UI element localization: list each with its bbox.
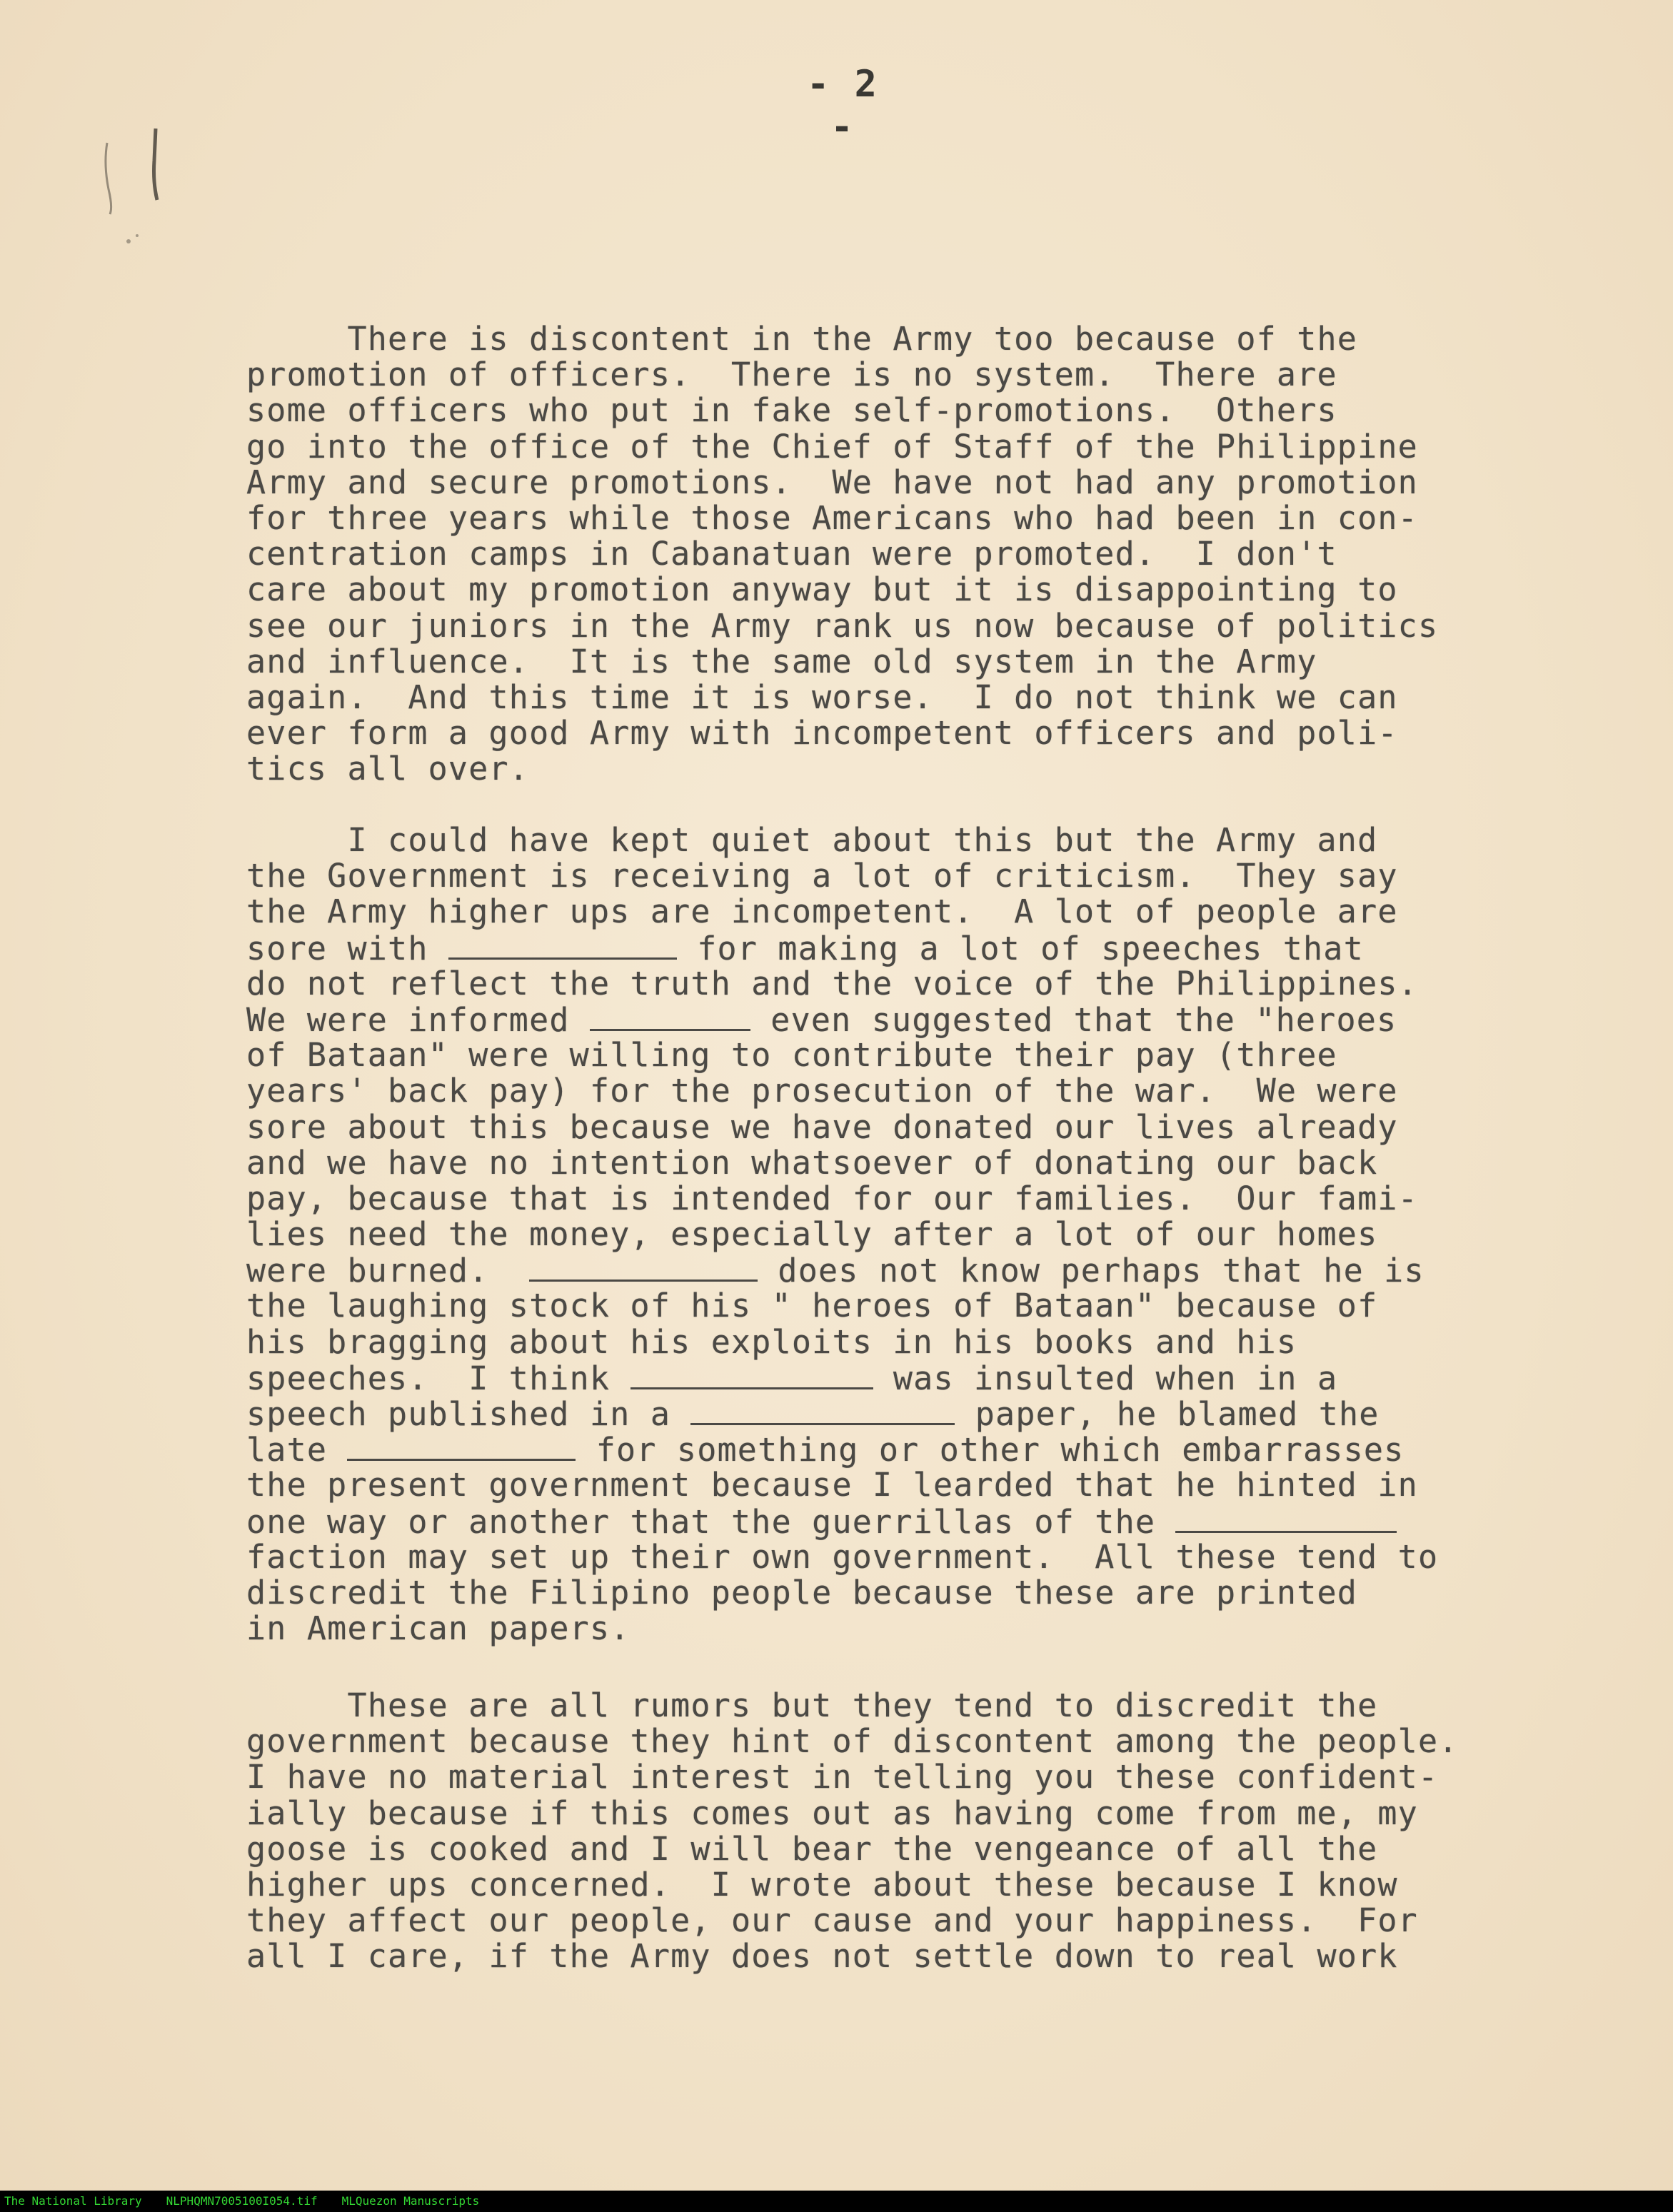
text-line: faction may set up their own government. All these tend to — [246, 1537, 1439, 1576]
text-line: discredit the Filipino people because these are printed — [246, 1573, 1358, 1612]
text-segment: even suggested that the "heroes — [770, 1000, 1397, 1039]
redaction-blank — [529, 1252, 758, 1282]
text-line-with-blank — [246, 1360, 1532, 1396]
text-line: promotion of officers. There is no system. There are — [246, 356, 1337, 394]
text-segment: speech published in a — [246, 1395, 671, 1433]
redaction-blank — [347, 1432, 576, 1461]
redaction-blank — [690, 1396, 955, 1425]
text-segment: was insulted when in a — [893, 1359, 1338, 1397]
text-segment: We were informed — [246, 1000, 570, 1039]
text-line: higher ups concerned. I wrote about these because I know — [246, 1865, 1398, 1904]
text-segment: paper, he blamed the — [975, 1395, 1380, 1433]
text-line: These are all rumors but they tend to discredit the — [246, 1686, 1378, 1724]
archive-footer-bar — [0, 2191, 1673, 2212]
text-line: in American papers. — [246, 1609, 630, 1648]
text-segment: for something or other which embarrasses — [596, 1431, 1405, 1469]
text-line: and we have no intention whatsoever of donating our back — [246, 1143, 1378, 1182]
text-segment: sore with — [246, 929, 428, 967]
text-line: all I care, if the Army does not settle down to real work — [246, 1937, 1398, 1976]
text-line: tics all over. — [246, 750, 530, 788]
text-line-with-blank — [246, 1432, 1532, 1467]
paragraph-army-promotions — [246, 321, 1532, 787]
text-segment: were burned. — [246, 1252, 489, 1290]
text-line: and influence. It is the same old system in the Army — [246, 642, 1317, 680]
text-line: pay, because that is intended for our families. Our fami- — [246, 1179, 1418, 1217]
text-line: There is discontent in the Army too because of the — [246, 320, 1358, 358]
footer-collection: MLQuezon Manuscripts — [341, 2194, 480, 2208]
redaction-blank — [590, 1002, 750, 1031]
text-line: for three years while those Americans who had been in con- — [246, 498, 1418, 537]
text-segment: for making a lot of speeches that — [697, 929, 1364, 967]
text-line: government because they hint of discontent among the people. — [246, 1722, 1459, 1761]
text-line-with-blank — [246, 1504, 1532, 1539]
text-line: Army and secure promotions. We have not had any promotion — [246, 463, 1418, 501]
binder-hole-mark — [100, 121, 164, 257]
text-line: go into the office of the Chief of Staff of the Philippine — [246, 427, 1418, 466]
text-line: some officers who put in fake self-promotions. Others — [246, 391, 1337, 430]
text-line: the laughing stock of his " heroes of Bataan" because of — [246, 1287, 1378, 1325]
footer-institution: The National Library — [4, 2194, 142, 2208]
text-line: again. And this time it is worse. I do not think we can — [246, 678, 1398, 716]
text-line: I could have kept quiet about this but the Army and — [246, 821, 1378, 859]
text-segment: speeches. I think — [246, 1359, 611, 1397]
redaction-blank — [630, 1360, 873, 1389]
text-line: see our juniors in the Army rank us now because of politics — [246, 606, 1439, 645]
paragraph-rumors — [246, 1688, 1532, 1975]
paragraph-criticism — [246, 823, 1532, 1647]
text-line: do not reflect the truth and the voice of the Philippines. — [246, 964, 1418, 1002]
text-line: lies need the money, especially after a lot of our homes — [246, 1215, 1378, 1254]
text-line: the Government is receiving a lot of criticism. They say — [246, 857, 1398, 895]
text-line: years' back pay) for the prosecution of the war. We were — [246, 1072, 1398, 1110]
text-line: the Army higher ups are incompetent. A lot of people are — [246, 893, 1398, 931]
text-line: ever form a good Army with incompetent officers and poli- — [246, 714, 1398, 753]
redaction-blank — [1175, 1504, 1397, 1533]
text-line: they affect our people, our cause and your happiness. For — [246, 1901, 1418, 1940]
text-line: centration camps in Cabanatuan were promoted. I don't — [246, 535, 1337, 573]
text-line: his bragging about his exploits in his books and his — [246, 1322, 1297, 1361]
footer-file-name: NLPHQMN7005100I054.tif — [166, 2194, 318, 2208]
text-segment: one way or another that the guerrillas of the — [246, 1502, 1156, 1541]
text-segment: does not know perhaps that he is — [778, 1252, 1425, 1290]
text-line: care about my promotion anyway but it is disappointing to — [246, 570, 1398, 609]
text-segment: late — [246, 1431, 328, 1469]
text-line-with-blank — [246, 1396, 1532, 1432]
text-line: the present government because I learded that he hinted in — [246, 1466, 1418, 1504]
text-line-with-blank — [246, 930, 1532, 966]
text-line: goose is cooked and I will bear the vengeance of all the — [246, 1829, 1378, 1868]
redaction-blank — [448, 930, 677, 960]
text-line: I have no material interest in telling you these confident- — [246, 1758, 1439, 1796]
text-line-with-blank — [246, 1252, 1532, 1288]
text-line-with-blank — [246, 1002, 1532, 1037]
text-line: sore about this because we have donated our lives already — [246, 1107, 1398, 1146]
text-line: ially because if this comes out as having come from me, my — [246, 1794, 1418, 1832]
page-number: - 2 - — [807, 63, 878, 149]
text-line: of Bataan" were willing to contribute their pay (three — [246, 1036, 1337, 1075]
